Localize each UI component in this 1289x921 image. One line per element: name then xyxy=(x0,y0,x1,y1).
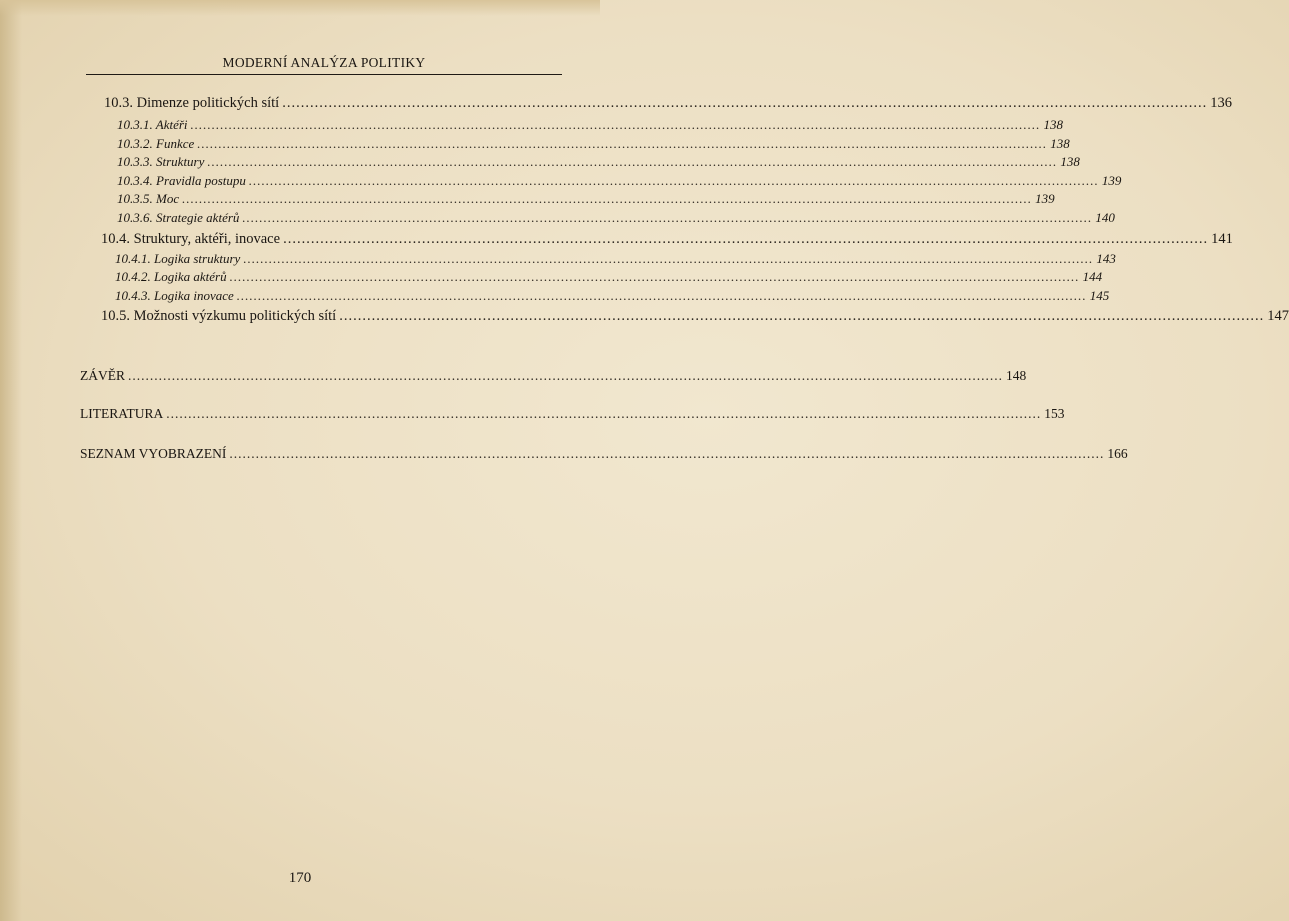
toc-entry xyxy=(80,368,1027,384)
toc-entry-label: LITERATURA xyxy=(80,406,164,421)
toc-entry-page: 139 xyxy=(1101,173,1122,188)
toc-entry xyxy=(117,173,1122,189)
toc-dot-leader: ........................................................................................................................................................................................................ xyxy=(282,95,1208,111)
toc-entry xyxy=(117,154,1080,170)
toc-dot-leader: ........................................................................................................................................................................................................ xyxy=(182,191,1033,206)
header-rule xyxy=(86,74,562,75)
toc-dot-leader: ........................................................................................................................................................................................................ xyxy=(190,117,1041,132)
toc-entry-page: 138 xyxy=(1060,154,1080,169)
toc-entry xyxy=(115,269,1103,285)
toc-dot-leader: ........................................................................................................................................................................................................ xyxy=(229,446,1105,461)
toc-dot-leader: ........................................................................................................................................................................................................ xyxy=(128,368,1003,383)
toc-dot-leader: ........................................................................................................................................................................................................ xyxy=(339,308,1265,324)
toc-entry-page: 141 xyxy=(1211,231,1233,247)
toc-dot-leader: ........................................................................................................................................................................................................ xyxy=(248,173,1099,188)
toc-entry xyxy=(80,446,1128,462)
page-shadow-top xyxy=(0,0,600,16)
toc-entry xyxy=(115,288,1110,304)
toc-entry-label: 10.4.3. Logika inovace xyxy=(115,288,234,303)
toc-entry-page: 143 xyxy=(1096,251,1116,266)
toc-entry-page: 166 xyxy=(1107,446,1128,461)
toc-entry xyxy=(101,308,1289,325)
toc-entry-label: ZÁVĚR xyxy=(80,368,125,383)
toc-entry-page: 148 xyxy=(1006,368,1027,383)
toc-entry-page: 138 xyxy=(1050,136,1070,151)
toc-entry-label: 10.3. Dimenze politických sítí xyxy=(104,95,280,111)
toc-dot-leader: ........................................................................................................................................................................................................ xyxy=(243,251,1094,266)
page-number: 170 xyxy=(288,870,312,886)
toc-entry xyxy=(117,117,1064,133)
toc-entry-page: 145 xyxy=(1089,288,1110,303)
toc-entry-label: 10.3.2. Funkce xyxy=(117,136,195,151)
toc-entry-label: 10.4. Struktury, aktéři, inovace xyxy=(101,231,281,247)
toc-entry-page: 144 xyxy=(1082,269,1103,284)
toc-entry-label: 10.4.1. Logika struktury xyxy=(115,251,241,266)
toc-entry-page: 147 xyxy=(1267,308,1289,324)
page-shadow-left xyxy=(0,0,22,921)
toc-entry-page: 138 xyxy=(1043,117,1064,132)
toc-entry xyxy=(117,136,1070,152)
toc-dot-leader: ........................................................................................................................................................................................................ xyxy=(207,154,1058,169)
toc-entry-label: 10.3.3. Struktury xyxy=(117,154,205,169)
toc-entry xyxy=(117,210,1115,226)
toc-dot-leader: ........................................................................................................................................................................................................ xyxy=(197,136,1048,151)
toc-entry-label: 10.4.2. Logika aktérů xyxy=(115,269,227,284)
toc-dot-leader: ........................................................................................................................................................................................................ xyxy=(242,210,1093,225)
toc-entry-label: 10.3.6. Strategie aktérů xyxy=(117,210,240,225)
toc-entry xyxy=(104,95,1232,112)
toc-entry-page: 136 xyxy=(1210,95,1232,111)
toc-entry-page: 153 xyxy=(1044,406,1065,421)
running-header: MODERNÍ ANALÝZA POLITIKY xyxy=(222,55,426,70)
toc-dot-leader: ........................................................................................................................................................................................................ xyxy=(283,231,1209,247)
toc-entry xyxy=(117,191,1055,207)
toc-entry-label: 10.3.5. Moc xyxy=(117,191,180,206)
toc-dot-leader: ........................................................................................................................................................................................................ xyxy=(236,288,1087,303)
toc-entry-page: 139 xyxy=(1035,191,1055,206)
toc-entry xyxy=(80,406,1065,422)
toc-entry-label: 10.5. Možnosti výzkumu politických sítí xyxy=(101,308,337,324)
toc-entry xyxy=(101,231,1233,248)
toc-entry-label: 10.3.1. Aktéři xyxy=(117,117,188,132)
toc-dot-leader: ........................................................................................................................................................................................................ xyxy=(229,269,1080,284)
toc-entry xyxy=(115,251,1116,267)
toc-entry-label: SEZNAM VYOBRAZENÍ xyxy=(80,446,227,461)
toc-dot-leader: ........................................................................................................................................................................................................ xyxy=(166,406,1042,421)
toc-entry-label: 10.3.4. Pravidla postupu xyxy=(117,173,246,188)
toc-entry-page: 140 xyxy=(1095,210,1115,225)
